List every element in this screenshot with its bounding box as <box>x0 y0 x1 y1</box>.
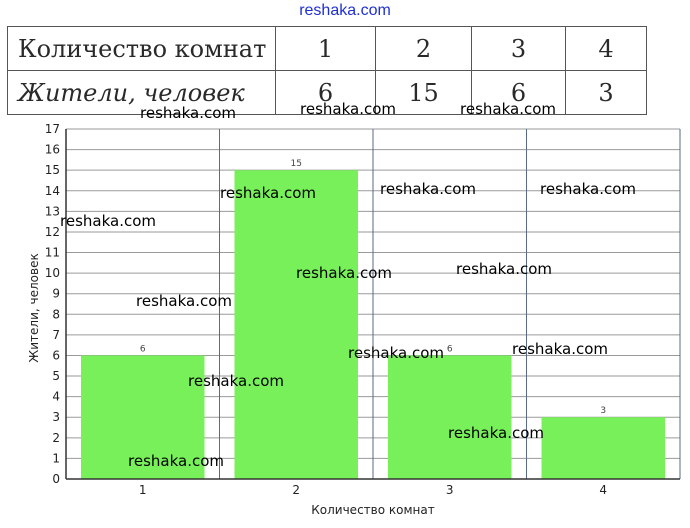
watermark: reshaka.com <box>300 100 396 118</box>
watermark: reshaka.com <box>512 340 608 358</box>
watermark: reshaka.com <box>140 104 236 122</box>
bar <box>388 355 512 479</box>
y-tick-label: 2 <box>52 430 60 445</box>
bar <box>542 417 666 479</box>
table-cell: 3 <box>472 27 566 71</box>
x-tick-label: 3 <box>445 483 454 497</box>
watermark: reshaka.com <box>348 344 444 362</box>
watermark: reshaka.com <box>136 292 232 310</box>
y-tick-label: 17 <box>44 122 60 136</box>
y-tick-label: 0 <box>52 472 60 486</box>
watermark: reshaka.com <box>188 372 284 390</box>
y-tick-label: 12 <box>44 224 60 239</box>
watermark: reshaka.com <box>448 424 544 442</box>
table-cell: 6 <box>276 71 376 115</box>
data-label: 6 <box>446 344 453 355</box>
table-cell: 1 <box>276 27 376 71</box>
watermark: reshaka.com <box>128 452 224 470</box>
rooms-count-label: Количество комнат <box>18 34 267 63</box>
watermark: reshaka.com <box>540 180 636 198</box>
y-tick-label: 5 <box>52 369 60 384</box>
watermark: reshaka.com <box>60 212 156 230</box>
y-tick-label: 16 <box>44 142 60 157</box>
watermark: reshaka.com <box>296 264 392 282</box>
y-tick-label: 1 <box>52 451 60 466</box>
table-cell: 6 <box>472 71 566 115</box>
x-tick-label: 4 <box>599 483 608 497</box>
y-tick-label: 15 <box>44 163 60 178</box>
y-tick-label: 13 <box>44 204 60 219</box>
watermark: reshaka.com <box>220 184 316 202</box>
table-cell: 3 <box>566 71 647 115</box>
y-tick-label: 9 <box>52 286 60 301</box>
table-cell: 4 <box>566 27 647 71</box>
x-tick-label: 1 <box>138 483 147 497</box>
data-label: 6 <box>139 344 146 355</box>
x-tick-label: 2 <box>292 483 301 497</box>
y-tick-label: 11 <box>44 245 60 260</box>
y-tick-label: 7 <box>52 327 60 342</box>
y-tick-label: 8 <box>52 307 60 322</box>
x-axis-title: Количество комнат <box>311 503 435 517</box>
y-tick-label: 6 <box>52 348 60 363</box>
top-watermark: reshaka.com <box>299 2 391 19</box>
y-tick-label: 14 <box>44 183 60 198</box>
bar <box>81 355 205 479</box>
watermark: reshaka.com <box>380 180 476 198</box>
y-tick-label: 4 <box>52 389 60 404</box>
y-tick-label: 10 <box>44 266 60 281</box>
y-axis-title: Жители, человек <box>27 253 41 363</box>
watermark: reshaka.com <box>460 100 556 118</box>
bar <box>235 170 359 479</box>
y-tick-label: 3 <box>52 410 60 425</box>
data-label: 15 <box>290 159 302 170</box>
data-label: 3 <box>600 406 607 417</box>
residents-label: Жители, человек <box>18 78 245 107</box>
table-cell: 15 <box>376 71 472 115</box>
watermark: reshaka.com <box>456 260 552 278</box>
table-cell: 2 <box>376 27 472 71</box>
